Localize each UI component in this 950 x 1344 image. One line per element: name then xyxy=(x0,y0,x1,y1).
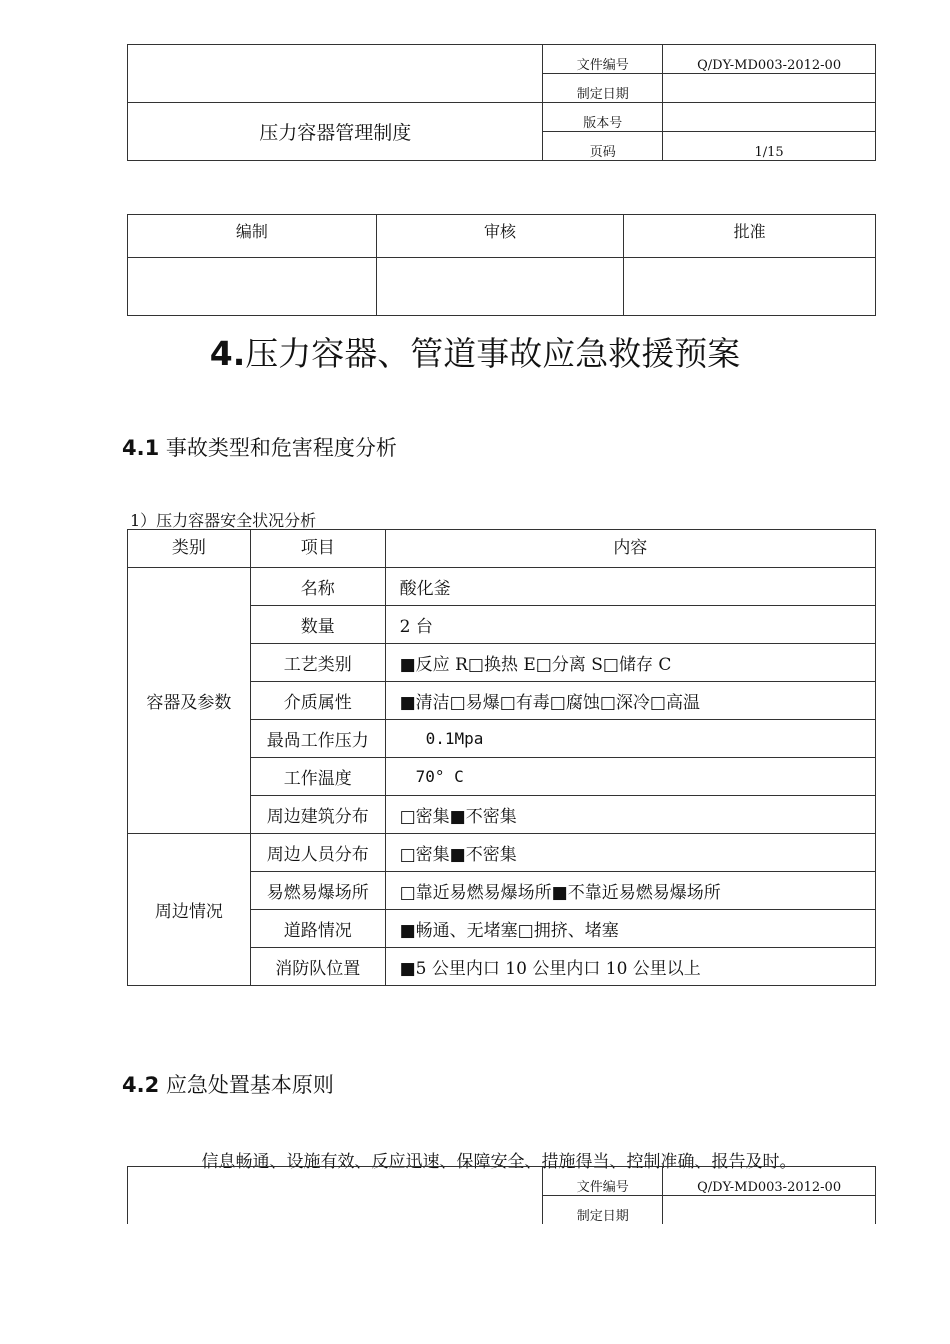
document-header xyxy=(127,44,876,161)
header-label-page: 页码 xyxy=(543,132,663,161)
signoff-header-reviewed: 审核 xyxy=(376,215,624,258)
signoff-header-prepared: 编制 xyxy=(128,215,377,258)
item-cell: 介质属性 xyxy=(250,682,385,720)
header-value-date xyxy=(663,74,876,103)
item-cell: 消防队位置 xyxy=(250,948,385,986)
header-label-file-no: 文件编号 xyxy=(543,1167,663,1196)
section-number: 4.1 xyxy=(122,436,160,460)
item-cell: 周边人员分布 xyxy=(250,834,385,872)
signoff-cell-prepared xyxy=(128,258,377,316)
content-cell: 70° C xyxy=(385,758,875,796)
item-cell: 工艺类别 xyxy=(250,644,385,682)
column-header-content: 内容 xyxy=(385,530,875,568)
item-cell: 工作温度 xyxy=(250,758,385,796)
item-cell: 周边建筑分布 xyxy=(250,796,385,834)
section-title: 事故类型和危害程度分析 xyxy=(165,436,397,460)
next-page-header xyxy=(127,1166,876,1225)
content-cell: ■畅通、无堵塞□拥挤、堵塞 xyxy=(385,910,875,948)
header-title: 压力容器管理制度 xyxy=(128,103,543,161)
content-cell: ■反应 R□换热 E□分离 S□储存 C xyxy=(385,644,875,682)
signoff-table xyxy=(127,214,876,316)
content-cell: □密集■不密集 xyxy=(385,796,875,834)
header-label-date: 制定日期 xyxy=(543,74,663,103)
content-cell: 酸化釜 xyxy=(385,568,875,606)
content-cell: ■5 公里内口 10 公里内口 10 公里以上 xyxy=(385,948,875,986)
table-row xyxy=(128,834,876,872)
signoff-cell-approved xyxy=(624,258,876,316)
column-header-category: 类别 xyxy=(128,530,251,568)
table-row xyxy=(128,568,876,606)
content-cell: 2 台 xyxy=(385,606,875,644)
section-heading-4-2 xyxy=(122,1069,334,1099)
safety-analysis-table xyxy=(127,529,876,986)
header-blank-cell xyxy=(128,45,543,103)
item-cell: 易燃易爆场所 xyxy=(250,872,385,910)
content-cell: 0.1Mpa xyxy=(385,720,875,758)
header-label-file-no: 文件编号 xyxy=(543,45,663,74)
header-value-page: 1/15 xyxy=(663,132,876,161)
item-cell: 道路情况 xyxy=(250,910,385,948)
section-heading-4-1 xyxy=(122,432,397,462)
content-cell: □密集■不密集 xyxy=(385,834,875,872)
section-number: 4.2 xyxy=(122,1073,160,1097)
principle-text: 信息畅通、设施有效、反应迅速、保障安全、措施得当、控制准确、报告及时。 xyxy=(201,1152,797,1172)
signoff-header-approved: 批准 xyxy=(624,215,876,258)
header-label-date: 制定日期 xyxy=(543,1196,663,1225)
item-cell: 名称 xyxy=(250,568,385,606)
document-title-text: 压力容器、管道事故应急救援预案 xyxy=(245,334,741,373)
header-blank-cell xyxy=(128,1167,543,1225)
item-cell: 数量 xyxy=(250,606,385,644)
signoff-cell-reviewed xyxy=(376,258,624,316)
page-cutoff xyxy=(0,1224,950,1344)
item-cell: 最咼工作压力 xyxy=(250,720,385,758)
header-value-file-no: Q/DY-MD003-2012-00 xyxy=(663,1167,876,1196)
section-title: 应急处置基本原则 xyxy=(165,1073,334,1097)
category-cell: 周边情况 xyxy=(128,834,251,986)
column-header-item: 项目 xyxy=(250,530,385,568)
content-cell: □靠近易燃易爆场所■不靠近易燃易爆场所 xyxy=(385,872,875,910)
header-value-date xyxy=(663,1196,876,1225)
header-label-version: 版本号 xyxy=(543,103,663,132)
document-title-number: 4. xyxy=(209,334,246,373)
table-caption: 1）压力容器安全状况分析 xyxy=(130,511,317,530)
document-title xyxy=(0,328,950,375)
category-cell: 容器及参数 xyxy=(128,568,251,834)
header-value-file-no: Q/DY-MD003-2012-00 xyxy=(663,45,876,74)
header-value-version xyxy=(663,103,876,132)
content-cell: ■清洁□易爆□有毒□腐蚀□深冷□高温 xyxy=(385,682,875,720)
